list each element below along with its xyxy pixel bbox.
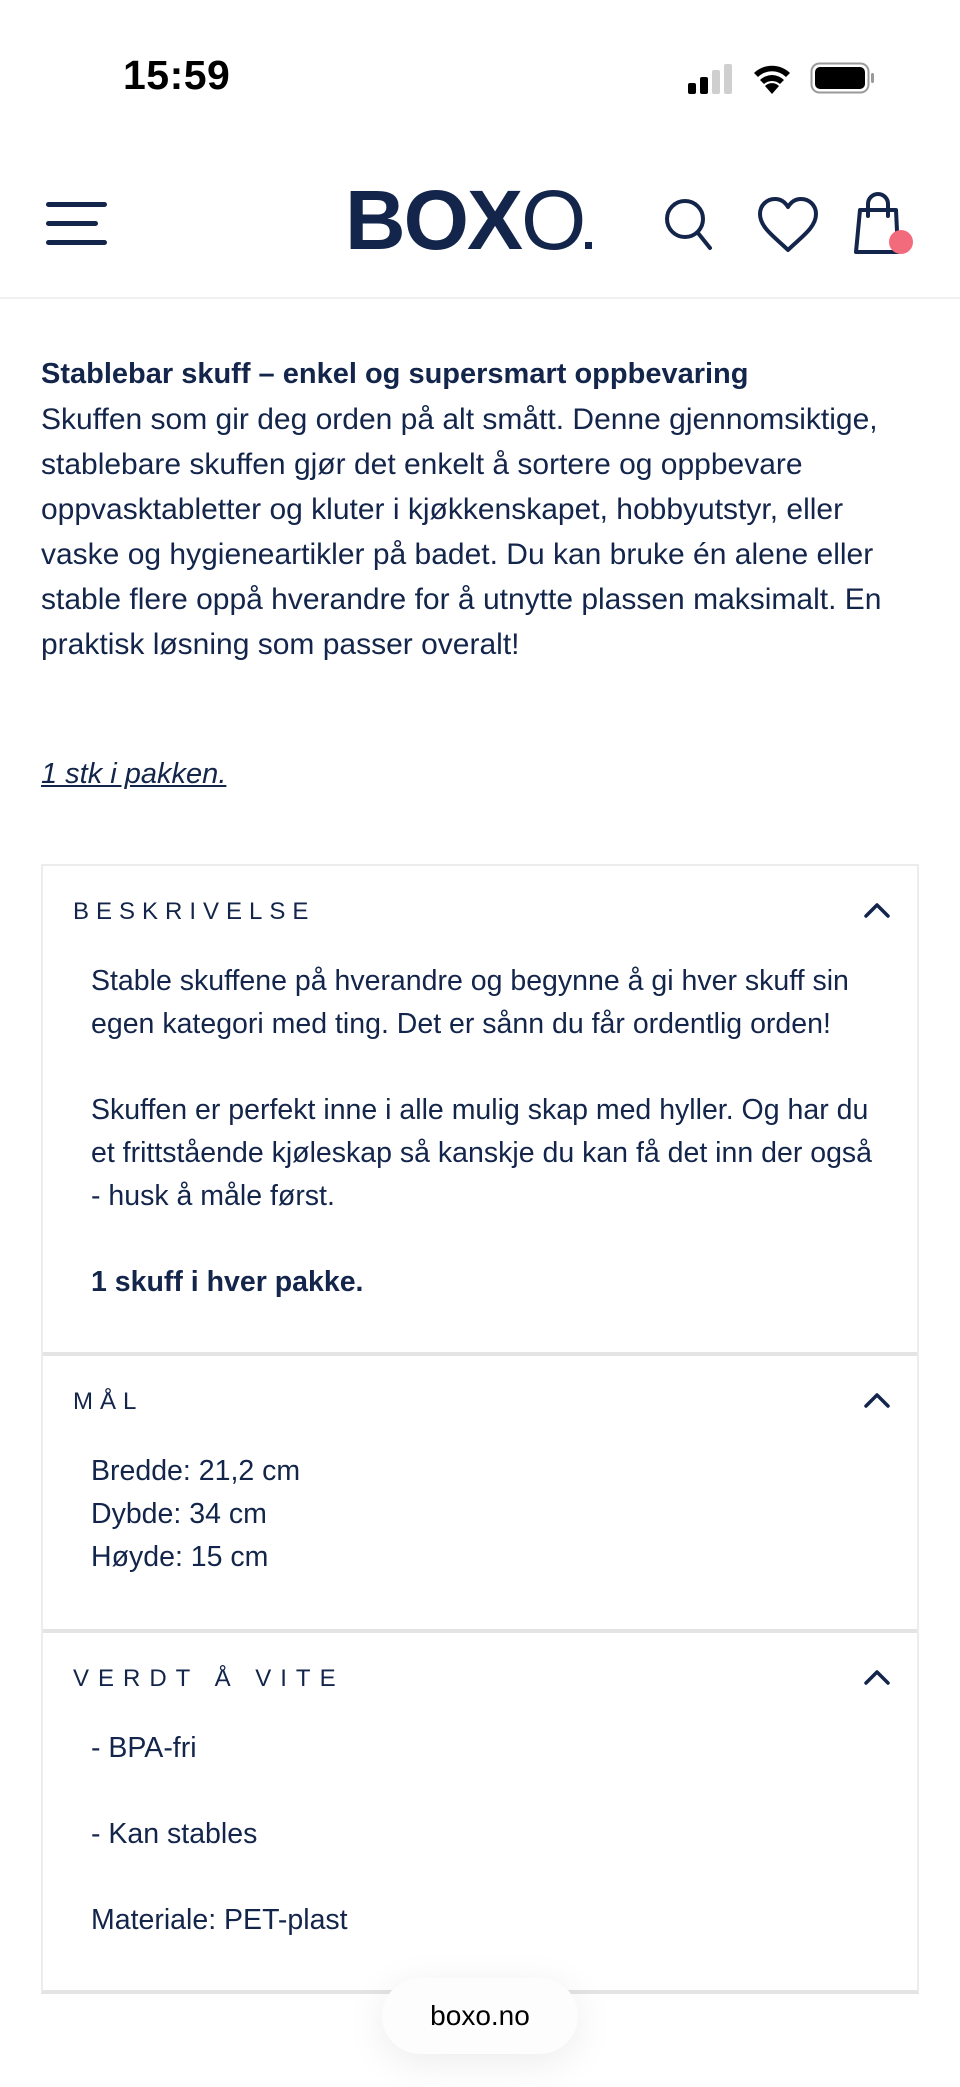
- accordion-header-verdt-aa-vite[interactable]: [43, 1633, 917, 1727]
- feature-item: - Kan stables: [91, 1818, 258, 1850]
- chevron-up-icon: [863, 900, 891, 920]
- accordion-header-beskrivelse[interactable]: [43, 866, 917, 960]
- dimension-height: Høyde: 15 cm: [91, 1541, 269, 1573]
- package-count-link[interactable]: 1 stk i pakken.: [41, 758, 227, 790]
- cart-button[interactable]: [852, 190, 918, 260]
- browser-url-pill[interactable]: boxo.no: [382, 1978, 578, 2054]
- intro-title: Stablebar skuff – enkel og supersmart oppbevaring: [41, 358, 749, 390]
- menu-button[interactable]: [44, 200, 110, 250]
- logo-bold-text: BOX: [345, 173, 522, 267]
- menu-icon-line: [46, 240, 107, 245]
- accordion-body: [43, 960, 917, 1304]
- feature-material: Materiale: PET-plast: [91, 1904, 348, 1936]
- wishlist-heart-icon[interactable]: [756, 196, 820, 254]
- accordion-label: MÅL: [73, 1388, 144, 1415]
- menu-icon-line: [46, 202, 107, 207]
- status-bar: [0, 0, 960, 130]
- battery-icon: [810, 62, 876, 94]
- accordion-section-verdt-aa-vite: [43, 1633, 917, 1990]
- logo-thin-text: O: [521, 173, 585, 267]
- logo[interactable]: [345, 173, 592, 267]
- accordion-section-maal: [43, 1356, 917, 1633]
- description-paragraph: Skuffen er perfekt inne i alle mulig skap med hyller. Og har du et frittstående kjøleskap så kanskje du kan få det inn der også - husk å måle først.: [91, 1094, 873, 1212]
- accordion-label: VERDT Å VITE: [73, 1665, 345, 1692]
- feature-item: - BPA-fri: [91, 1732, 197, 1764]
- description-paragraph: Stable skuffene på hverandre og begynne å gi hver skuff sin egen kategori med ting. Det er sånn du får ordentlig orden!: [91, 965, 849, 1040]
- description-package-note: 1 skuff i hver pakke.: [91, 1266, 364, 1298]
- accordion-label: BESKRIVELSE: [73, 898, 316, 925]
- logo-dot: [585, 242, 592, 249]
- accordion-header-maal[interactable]: [43, 1356, 917, 1450]
- status-time: 15:59: [123, 52, 231, 98]
- accordion-section-beskrivelse: [43, 866, 917, 1356]
- dimension-depth: Dybde: 34 cm: [91, 1498, 267, 1530]
- product-accordion: [41, 864, 919, 1994]
- accordion-body: [43, 1450, 917, 1579]
- site-header: [0, 150, 960, 299]
- wifi-icon: [752, 60, 792, 94]
- intro-body: Skuffen som gir deg orden på alt smått. Denne gjennomsiktige, stablebare skuffen gjør det enkelt å sortere og oppbevare oppvasktabletter og kluter i kjøkkenskapet, hobbyutstyr, eller vaske og hygieneartikler på badet. Du kan bruke én alene eller stable flere oppå hverandre for å utnytte plassen maksimalt. En praktisk løsning som passer overalt!: [41, 403, 882, 661]
- cart-badge: [889, 230, 913, 254]
- signal-icon: [688, 64, 734, 94]
- dimension-width: Bredde: 21,2 cm: [91, 1455, 301, 1487]
- accordion-body: [43, 1727, 917, 1942]
- product-intro: [41, 352, 921, 667]
- search-icon[interactable]: [660, 194, 720, 254]
- chevron-up-icon: [863, 1390, 891, 1410]
- chevron-up-icon: [863, 1667, 891, 1687]
- menu-icon-line: [46, 221, 98, 226]
